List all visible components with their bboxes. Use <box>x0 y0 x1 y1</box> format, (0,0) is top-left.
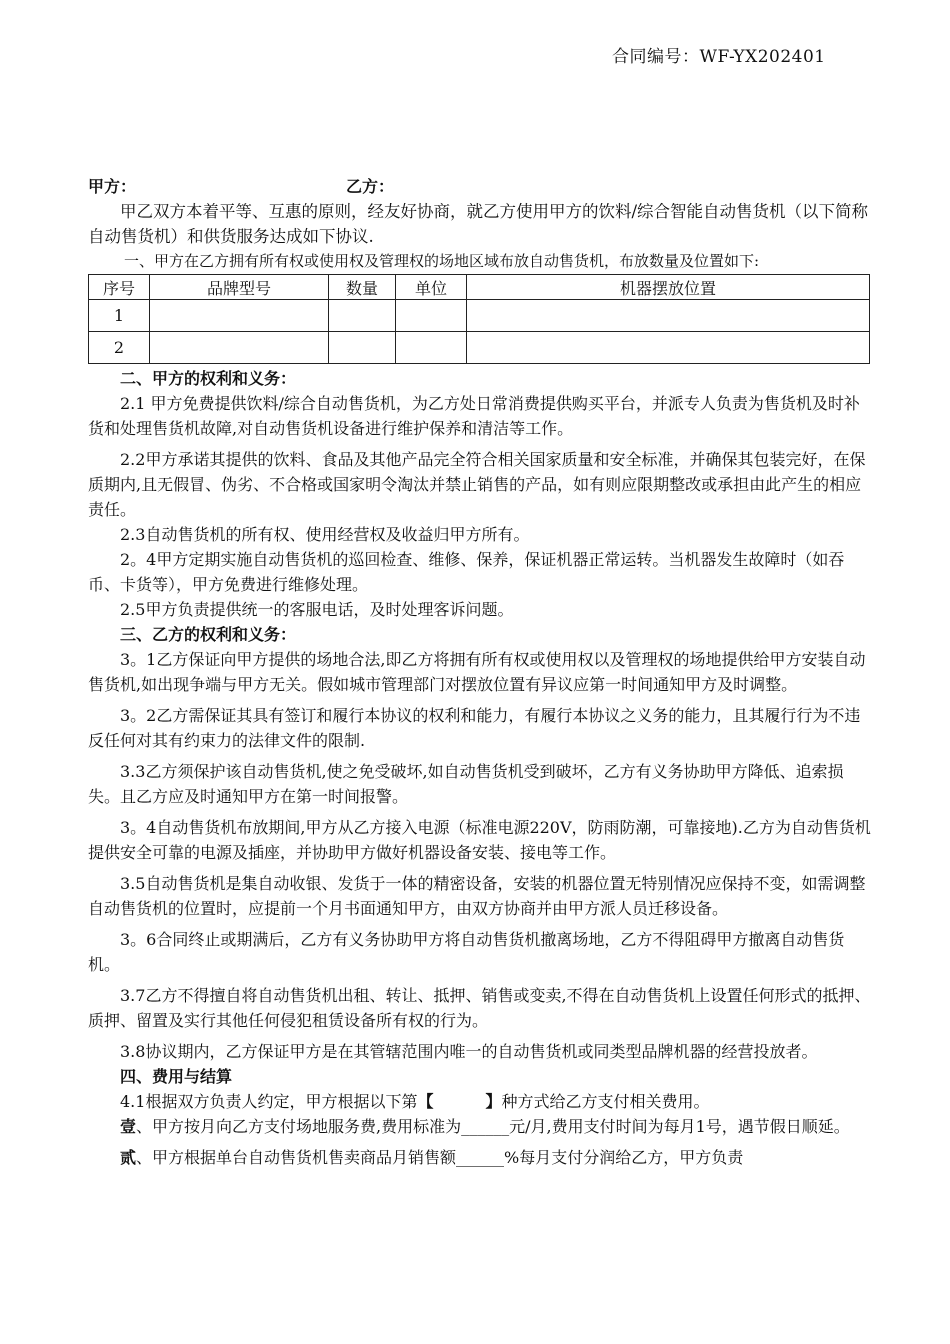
section-3-title: 三、乙方的权利和义务： <box>120 625 297 644</box>
clause-3-7: 3.7乙方不得擅自将自动售货机出租、转让、抵押、销售或变卖,不得在自动售货机上设置任何形式的抵押、质押、留置及实行其他任何侵犯租赁设备所有权的行为。 <box>88 986 871 1030</box>
table-cell <box>396 332 467 364</box>
table-cell <box>467 300 870 332</box>
payment-option-2 <box>88 1145 874 1170</box>
clause-2-4: 2。4甲方定期实施自动售货机的巡回检查、维修、保养，保证机器正常运转。当机器发生故障时（如吞币、卡货等），甲方免费进行维修处理。 <box>88 550 845 594</box>
clause-2-2: 2.2甲方承诺其提供的饮料、食品及其他产品完全符合相关国家质量和安全标准，并确保其包装完好，在保质期内,且无假冒、伪劣、不合格或国家明令淘汰并禁止销售的产品，如有则应限期整改或承担由此产生的相应责任。 <box>88 450 866 519</box>
clause-3-3: 3.3乙方须保护该自动售货机,使之免受破坏,如自动售货机受到破坏，乙方有义务协助甲方降低、追索损失。且乙方应及时通知甲方在第一时间报警。 <box>88 762 844 806</box>
option-1-text-a: 、甲方按月向乙方支付场地服务费,费用标准为 <box>136 1117 462 1136</box>
option-2-label: 贰 <box>120 1148 137 1167</box>
parties-line <box>88 174 874 199</box>
section-2-title: 二、甲方的权利和义务： <box>120 369 297 388</box>
placement-intro: 一、甲方在乙方拥有所有权或使用权及管理权的场地区域布放自动售货机，布放数量及位置如下: <box>124 252 760 270</box>
clause-2-1: 2.1 甲方免费提供饮料/综合自动售货机，为乙方处日常消费提供购买平台，并派专人负责为售货机及时补货和处理售货机故障,对自动售货机设备进行维护保养和清洁等工作。 <box>88 394 860 438</box>
contract-number: 合同编号：WF-YX202401 <box>612 47 826 67</box>
placement-table <box>88 274 870 364</box>
col-header-index: 序号 <box>89 275 150 300</box>
clause-4-1-text-b: 种方式给乙方支付相关费用。 <box>501 1092 710 1111</box>
table-cell <box>329 332 396 364</box>
table-cell <box>396 300 467 332</box>
table-row <box>89 300 870 332</box>
col-header-unit: 单位 <box>396 275 467 300</box>
clause-3-4: 3。4自动售货机布放期间,甲方从乙方接入电源（标准电源220V，防雨防潮，可靠接地).乙方为自动售货机提供安全可靠的电源及插座，并协助甲方做好机器设备安装、接电等工作。 <box>88 818 871 862</box>
option-1-text-b: 元/月,费用支付时间为每月1号，遇节假日顺延。 <box>509 1117 850 1136</box>
intro-paragraph: 甲乙双方本着平等、互惠的原则，经友好协商，就乙方使用甲方的饮料/综合智能自动售货机（以下简称自动售货机）和供货服务达成如下协议. <box>88 202 869 246</box>
clause-3-1: 3。1乙方保证向甲方提供的场地合法,即乙方将拥有所有权或使用权以及管理权的场地提供给甲方安装自动售货机,如出现争端与甲方无关。假如城市管理部门对摆放位置有异议应第一时间通知甲方及时调整。 <box>88 650 866 694</box>
clause-3-2: 3。2乙方需保证其具有签订和履行本协议的权利和能力，有履行本协议之义务的能力，且其履行行为不违反任何对其有约束力的法律文件的限制. <box>88 706 861 750</box>
clause-3-6: 3。6合同终止或期满后，乙方有义务协助甲方将自动售货机撤离场地，乙方不得阻碍甲方撤离自动售货机。 <box>88 930 845 974</box>
party-b-label: 乙方： <box>346 177 395 196</box>
section-4-title: 四、费用与结算 <box>120 1067 233 1086</box>
clause-3-8: 3.8协议期内，乙方保证甲方是在其管辖范围内唯一的自动售货机或同类型品牌机器的经营投放者。 <box>120 1042 818 1061</box>
option-2-text-a: 、甲方根据单台自动售货机售卖商品月销售额 <box>136 1148 457 1167</box>
payment-option-1 <box>88 1114 874 1139</box>
table-row <box>89 332 870 364</box>
share-percent-blank: ______ <box>456 1148 505 1167</box>
clause-4-1-text-a: 4.1根据双方负责人约定，甲方根据以下第 <box>120 1092 418 1111</box>
table-cell <box>467 332 870 364</box>
table-cell <box>329 300 396 332</box>
contract-body <box>88 174 874 1170</box>
party-a-label: 甲方： <box>88 177 137 196</box>
option-2-text-b: %每月支付分润给乙方，甲方负责 <box>504 1148 744 1167</box>
option-1-label: 壹 <box>120 1117 137 1136</box>
col-header-brand-model: 品牌型号 <box>150 275 329 300</box>
table-cell <box>150 300 329 332</box>
clause-2-3: 2.3自动售货机的所有权、使用经营权及收益归甲方所有。 <box>120 525 530 544</box>
table-cell: 1 <box>89 300 150 332</box>
table-cell: 2 <box>89 332 150 364</box>
col-header-quantity: 数量 <box>329 275 396 300</box>
table-header-row <box>89 275 870 300</box>
clause-4-1 <box>88 1089 874 1114</box>
col-header-location: 机器摆放位置 <box>467 275 870 300</box>
fee-blank: ______ <box>461 1117 510 1136</box>
clause-2-5: 2.5甲方负责提供统一的客服电话，及时处理客诉问题。 <box>120 600 514 619</box>
clause-3-5: 3.5自动售货机是集自动收银、发货于一体的精密设备，安装的机器位置无特别情况应保持不变，如需调整自动售货机的位置时，应提前一个月书面通知甲方，由双方协商并由甲方派人员迁移设备。 <box>88 874 866 918</box>
option-bracket-close: 】 <box>485 1092 502 1111</box>
option-bracket-open: 【 <box>417 1092 434 1111</box>
table-cell <box>150 332 329 364</box>
